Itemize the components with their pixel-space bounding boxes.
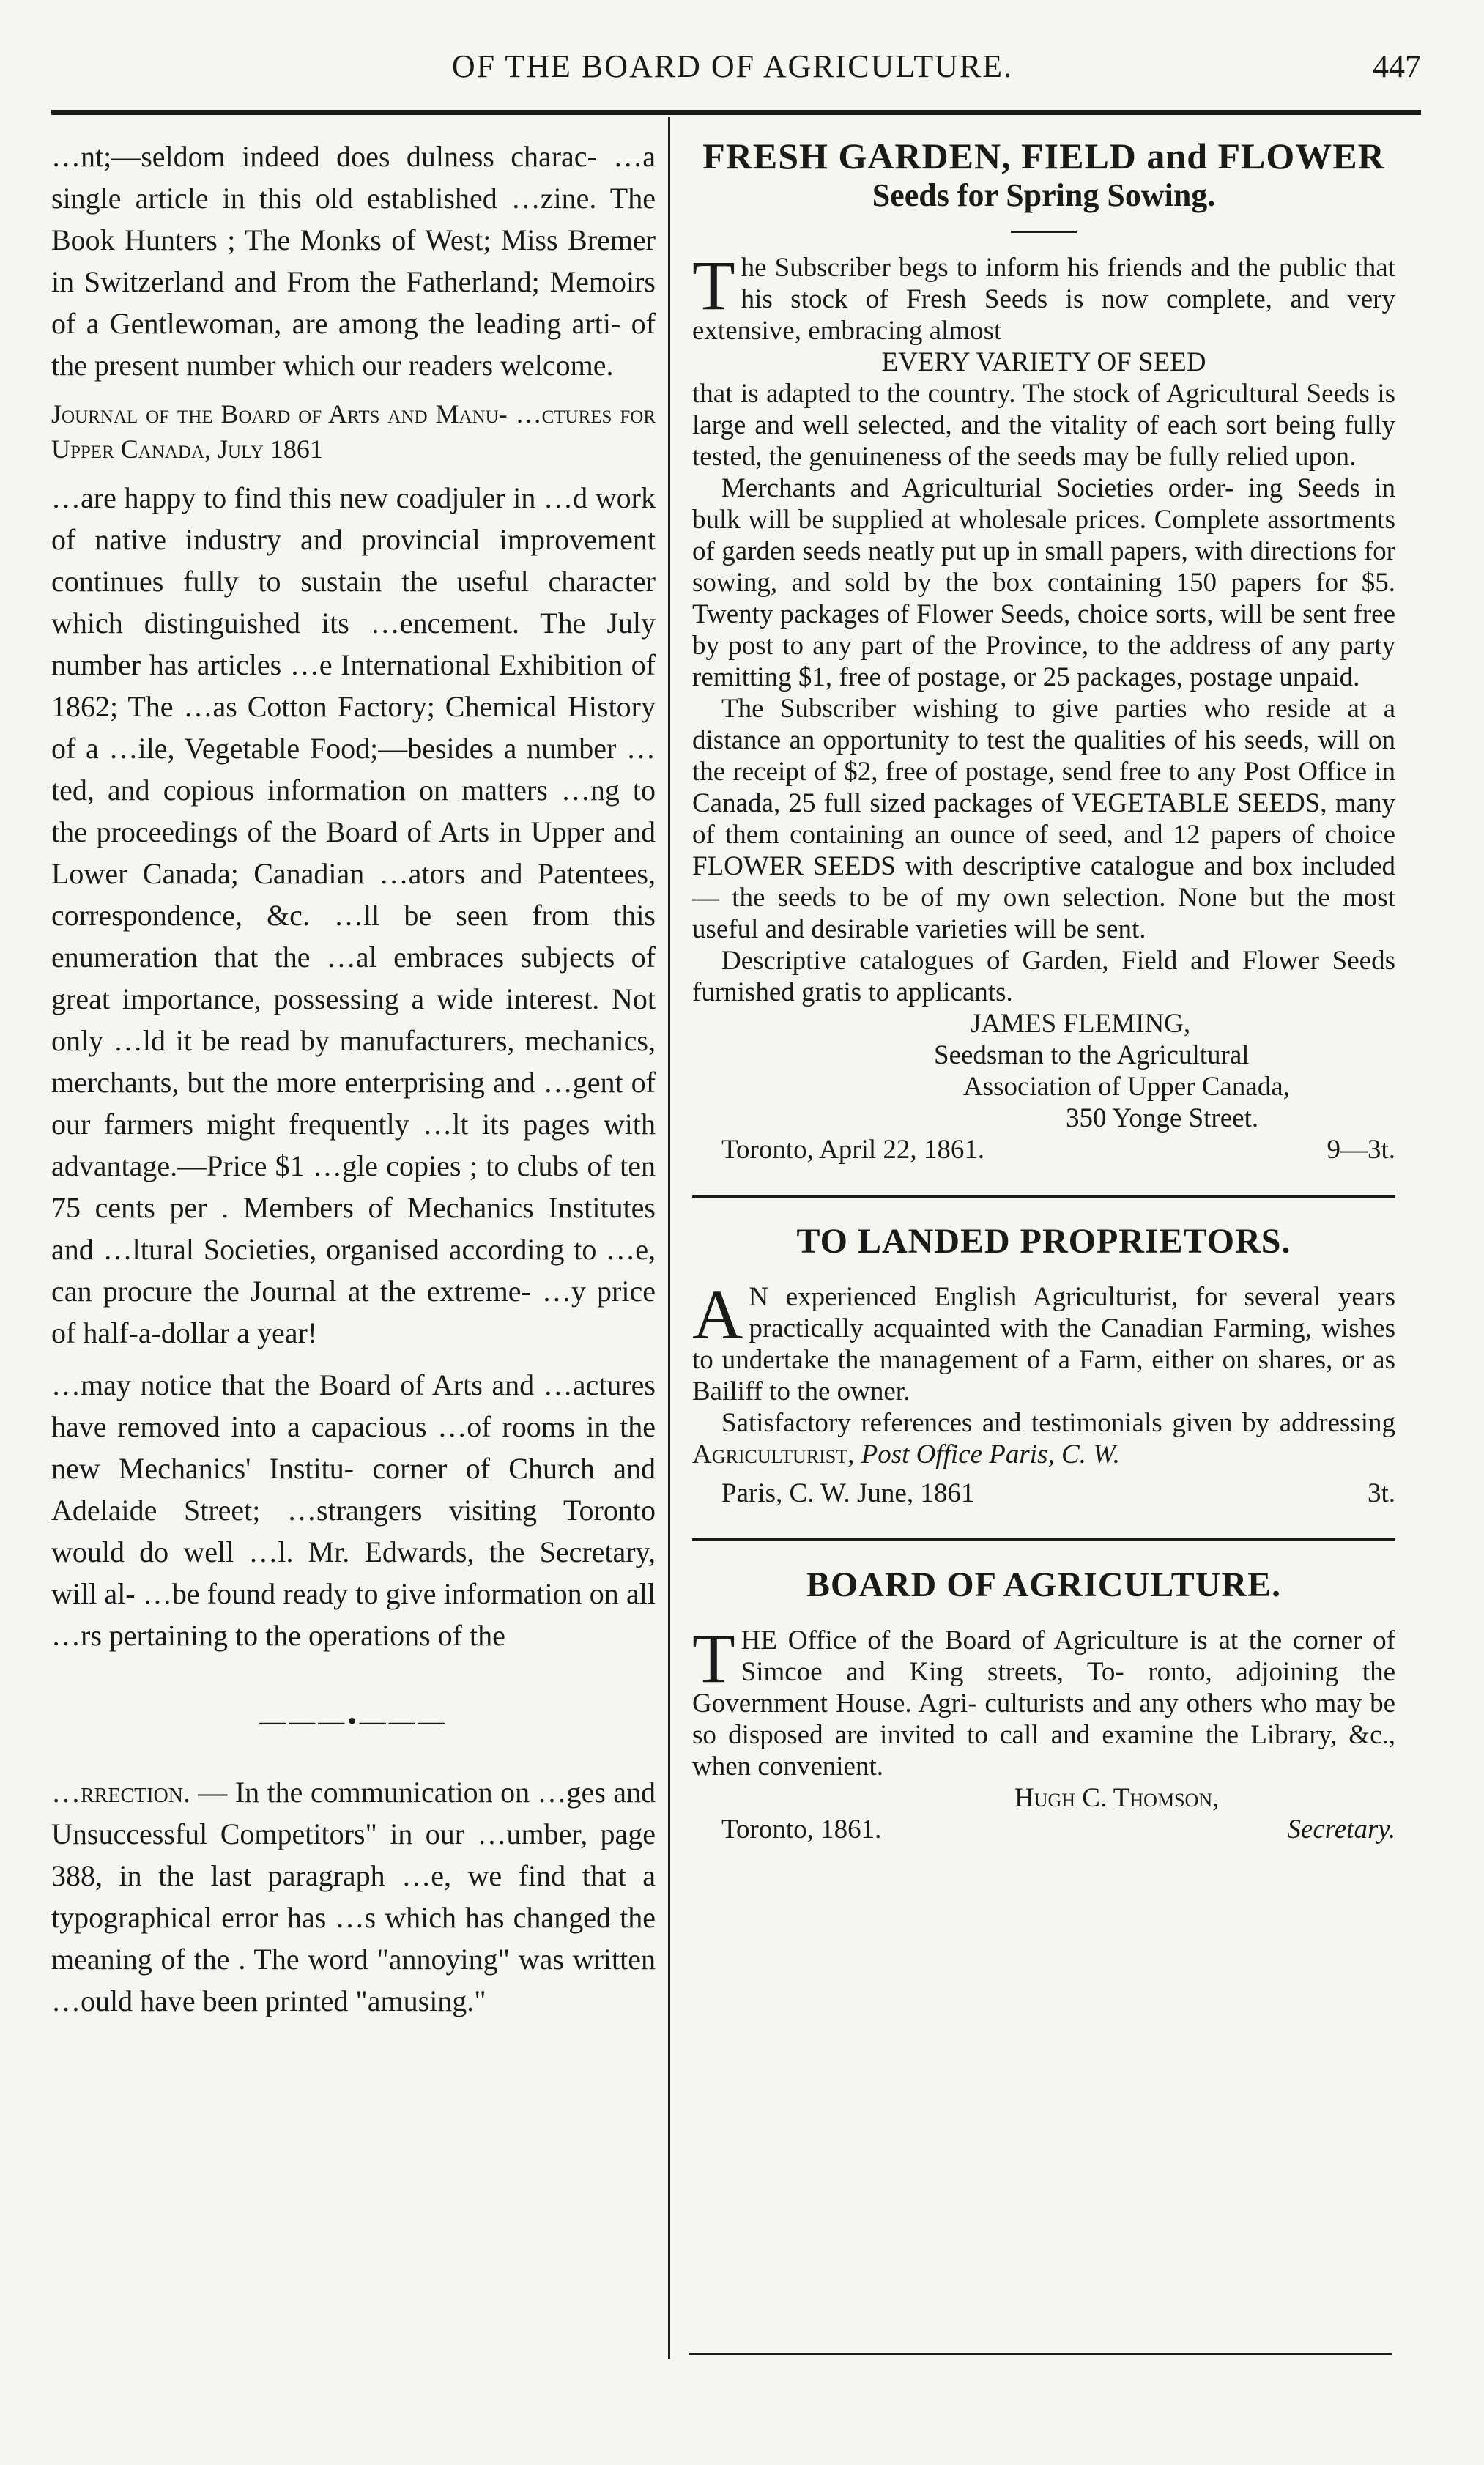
left-paragraph-2: …are happy to find this new coadjuler in …d work of native industry and provincial improvement continues fully to sustain the useful character which distinguished its …encement. The July number has articles …e International Exhibition of 1862; The …as Cotton Factory; Chemical History of a …ile, Vegetable Food;—besides a number …ted, and copious information on matters …ng to the proceedings of the Board of Arts in Upper and Lower Canada; Canadian …ators and Patentees, correspondence, &c. …ll be seen from this enumeration that the …al embraces subjects of great importance, possessing a wide interest. Not only …ld it be read by manufacturers, mechanics, merchants, but the more enterprising and …gent of our farmers might frequently …lt its pages with advantage.—Price $1 …gle copies ; to clubs of ten 75 cents per . Members of Mechanics Institutes and …ltural Societies, organised according to …e, can procure the Journal at the extreme- …y price of half-a-dollar a year! [51,481,656,1349]
correction-text: In the communication on …ges and Unsuccessful Competitors" in our …umber, page 388, in the last paragraph …e, we find that a typographical error has …s which has changed the meaning of the . The word "annoying" was written …ould have been printed "amusing." [51,1776,656,2017]
advert-proprietors-paragraph-2 [692,1407,1395,1470]
header-rule [51,110,1421,115]
advert-board-title: BOARD OF AGRICULTURE. [806,1565,1282,1604]
advert-proprietors-title: TO LANDED PROPRIETORS. [796,1222,1291,1261]
advert-proprietors-date: Paris, C. W. June, 1861 [721,1478,975,1508]
advert-board-text-1: HE Office of the Board of Agriculture is at the corner of Simcoe and King streets, To- ronto, adjoining the Government House. Agri- culturists and any others who may be so disposed are invited to call and examine the Library, &c., when convenient. [692,1626,1395,1782]
advert-board-date: Toronto, 1861. [721,1815,882,1845]
advert-board-dateline [692,1814,1395,1845]
drop-cap: A [692,1275,743,1354]
page-number: 447 [1373,48,1421,84]
advert-seeds-paragraph-3: Merchants and Agriculturial Societies order- ing Seeds in bulk will be supplied at wholesale prices. Complete assortments of garden seeds neatly put up in small papers, with directions for sowing, and sold by the box containing 150 papers for $5. Twenty packages of Flower Seeds, choice sorts, will be sent free by post to any part of the Province, to the address of any party remitting $1, free of postage, or 25 packages, postage unpaid. [692,473,1395,692]
advert-proprietors-paragraph-1 [692,1275,1395,1407]
column-divider [668,117,670,2359]
advert-proprietors-code: 3t. [1367,1478,1395,1508]
advert-seeds-paragraph-4: The Subscriber wishing to give parties who reside at a distance an opportunity to test the qualities of his seeds, will on the receipt of $2, free of postage, send free to any Post Office in Canada, 25 full sized packages of VEGETABLE SEEDS, many of them containing an ounce of seed, and 12 papers of choice FLOWER SEEDS with descriptive catalogue and box included— the seeds to be of my own selection. None but the most useful and desirable varieties will be sent. [692,694,1395,944]
addressee: Agriculturist [692,1439,848,1469]
advert-seeds-paragraph-2: that is adapted to the country. The stock of Agricultural Seeds is large and well selected, and the vitality of each sort being fully tested, the genuineness of the seeds may be fully relied upon. [692,379,1395,472]
signature-name: JAMES FLEMING, [971,1009,1191,1039]
text-run: Satisfactory references and testimonials given by addressing [721,1408,1395,1438]
every-variety-heading: EVERY VARIETY OF SEED [881,347,1206,377]
drop-cap: T [692,1619,735,1697]
advert-separator [692,1538,1395,1541]
advert-seeds-date: Toronto, April 22, 1861. [721,1135,985,1165]
left-paragraph-4 [51,1771,656,2022]
drop-cap: T [692,246,735,325]
advert-seeds-dateline [692,1134,1395,1165]
left-paragraph-3: …may notice that the Board of Arts and …actures have removed into a capacious …of rooms in the new Mechanics' Institu- corner of Church and Adelaide Street; …strangers visiting Toronto would do well …l. Mr. Edwards, the Secretary, will al- …be found ready to give information on all …rs pertaining to the operations of the [51,1368,656,1652]
journal-heading: Journal of the Board of Arts and Manu- …ctures for Upper Canada, July 1861 [51,399,656,464]
advert-separator [692,1195,1395,1198]
short-rule [1011,231,1077,233]
board-signature-title: Secretary. [1287,1815,1395,1845]
advert-board [692,1563,1395,1845]
advert-seeds-title: FRESH GARDEN, FIELD and FLOWER [702,136,1385,177]
advert-seeds-paragraph-5: Descriptive catalogues of Garden, Field and Flower Seeds furnished gratis to applicants. [692,946,1395,1007]
advert-seeds-paragraph-1 [692,246,1395,346]
advert-proprietors-dateline [692,1478,1395,1509]
address: Post Office Paris, C. W. [861,1439,1120,1469]
board-signature-name: Hugh C. Thomson, [1014,1783,1220,1813]
left-paragraph-1: …nt;—seldom indeed does dulness charac- …a single article in this old established …zine. The Book Hunters ; The Monks of West; Miss Bremer in Switzerland and From the Fatherland; Memoirs of a Gentlewoman, are among the leading arti- of the present number which our readers welcome. [51,140,656,382]
advert-seeds [692,136,1395,1165]
left-column [51,136,656,2032]
advert-seeds-text-1: he Subscriber begs to inform his friends and the public that his stock of Fresh Seeds is now complete, and very extensive, embracing almost [692,253,1395,346]
signature-line-2: Association of Upper Canada, [963,1072,1290,1102]
advert-proprietors-text-1: N experienced English Agriculturist, for several years practically acquainted with the Canadian Farming, wishes to undertake the management of a Farm, either on shares, or as Bailiff to the owner. [692,1282,1395,1406]
signature-line-3: 350 Yonge Street. [1066,1103,1259,1133]
bottom-rule [689,2353,1392,2355]
page-header [44,40,1421,99]
advert-seeds-code: 9—3t. [1327,1135,1395,1165]
advert-seeds-subtitle: Seeds for Spring Sowing. [872,177,1216,213]
section-ornament: ———•——— [259,1706,448,1735]
signature-line-1: Seedsman to the Agricultural [934,1040,1250,1070]
running-title: OF THE BOARD OF AGRICULTURE. [451,48,1014,84]
advert-proprietors [692,1220,1395,1509]
advert-board-paragraph-1 [692,1619,1395,1782]
text-run: , [847,1439,861,1469]
right-column [692,136,1395,1845]
correction-lead: …rrection. — [51,1776,228,1809]
